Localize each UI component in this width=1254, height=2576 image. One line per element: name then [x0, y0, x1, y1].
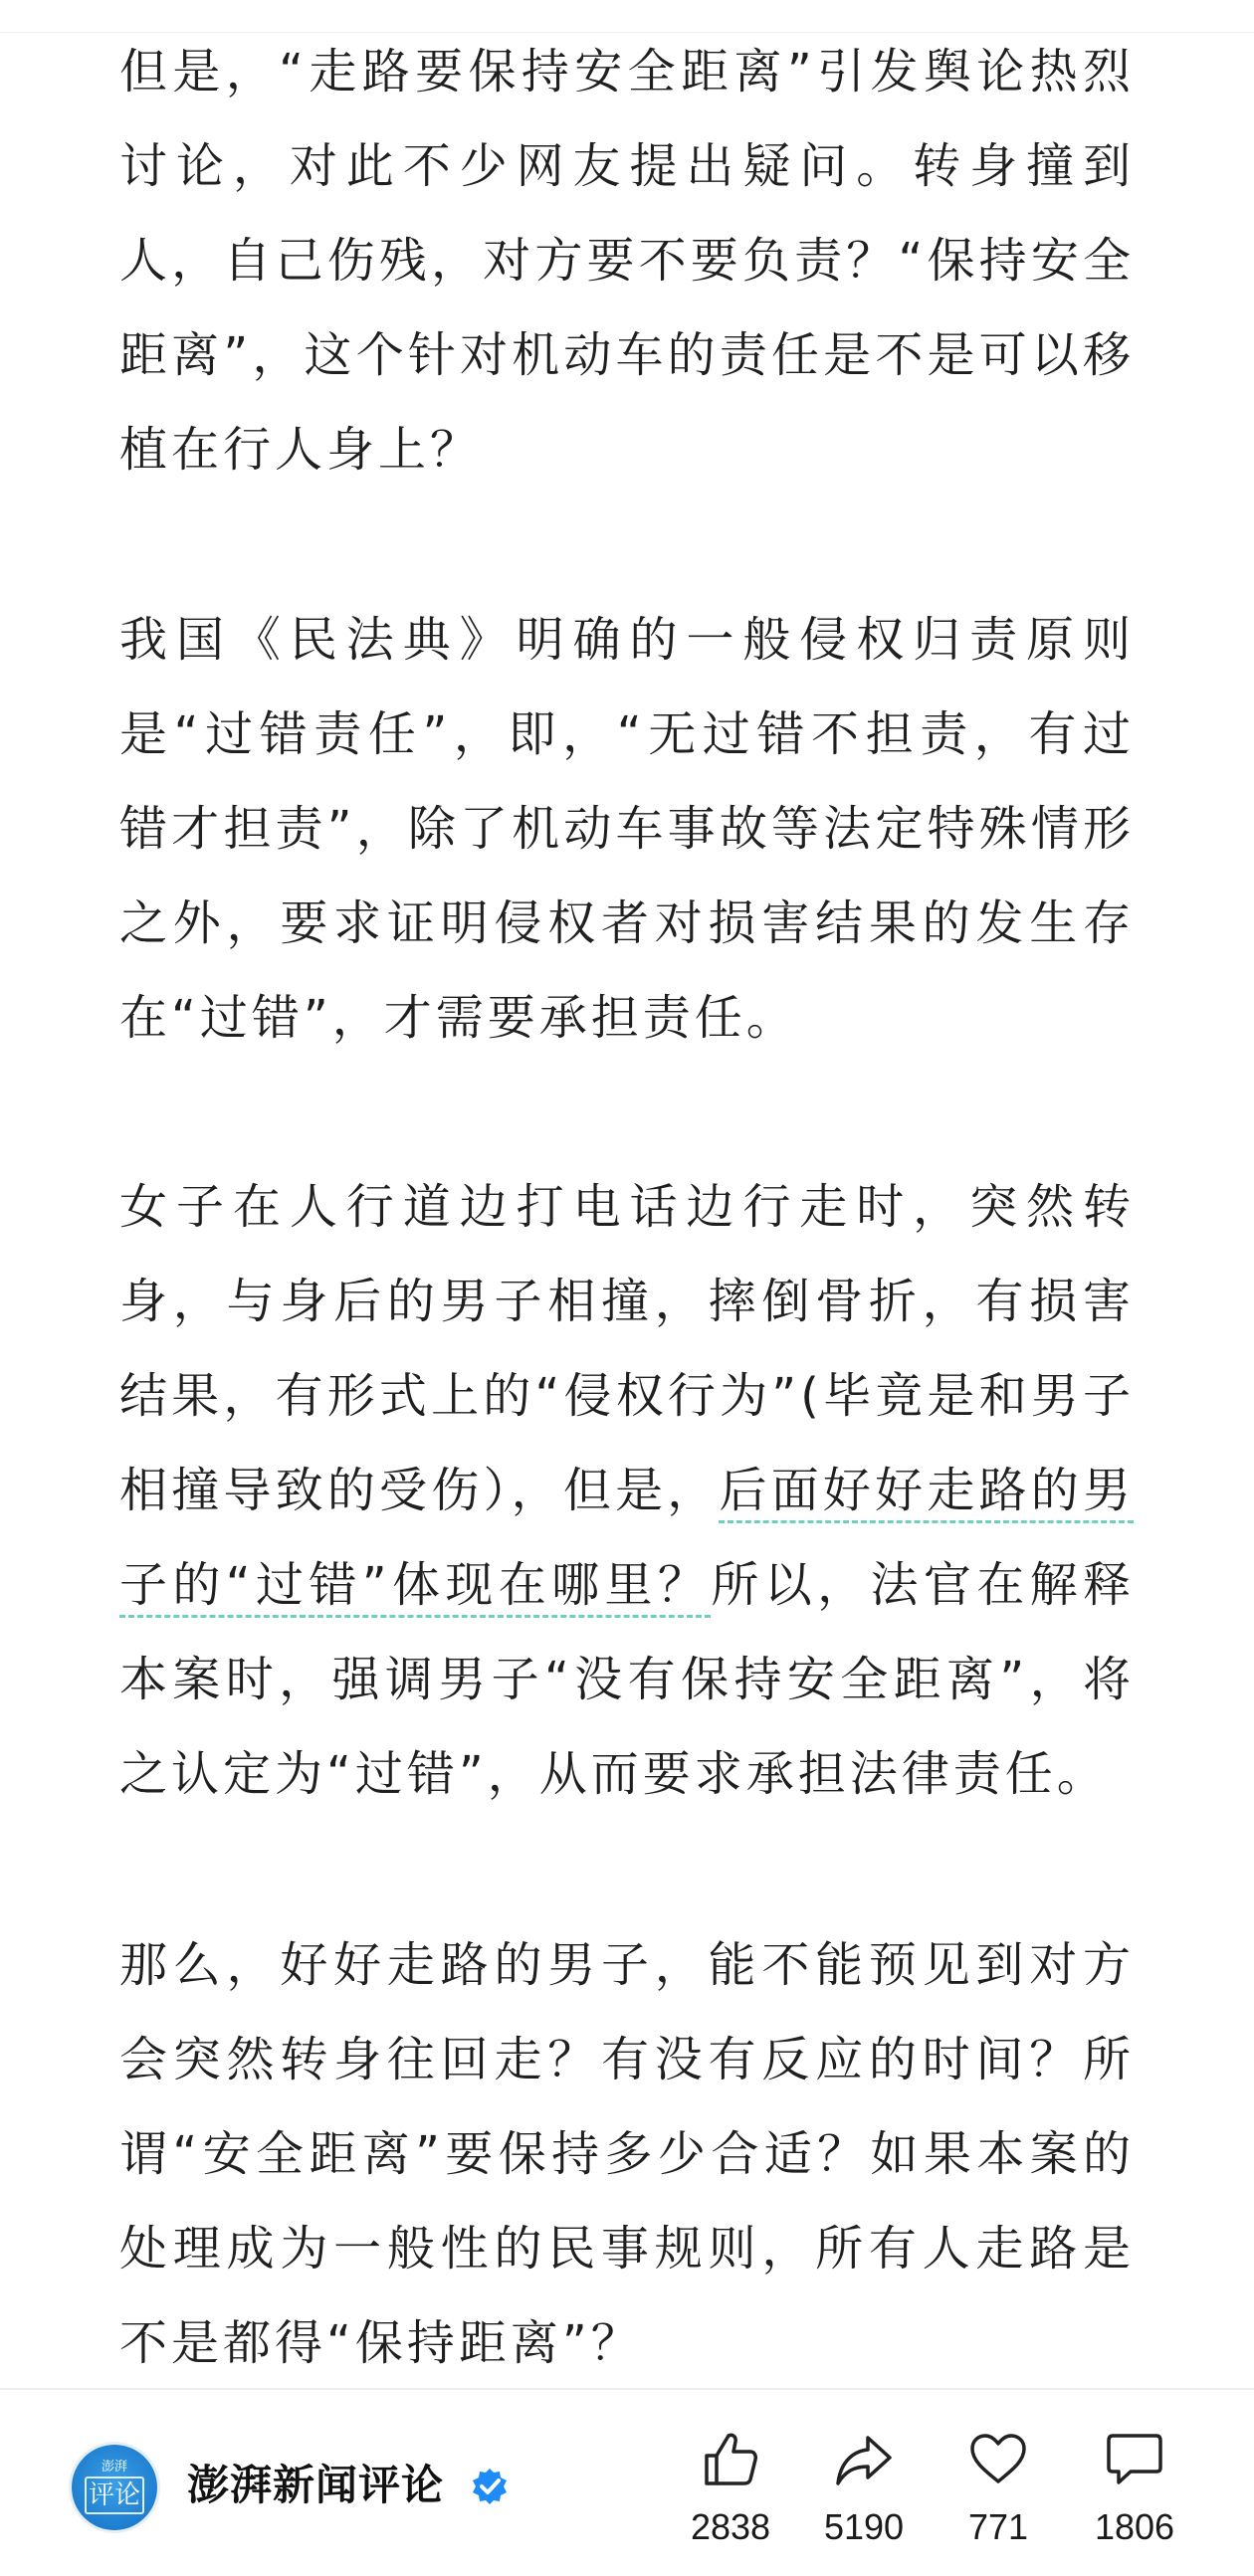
like-button[interactable]: [671, 2428, 790, 2567]
author-avatar[interactable]: [72, 2445, 157, 2530]
comment-count: 1806: [1094, 2506, 1175, 2547]
verified-badge-icon: [470, 2467, 510, 2506]
comment-button[interactable]: [1075, 2428, 1194, 2567]
paragraph-text: 所以，法官在解释本案时，强调男子“没有保持安全距离”，将之认定为“过错”，从而要求承担法律责任。: [119, 1557, 1135, 1802]
article-paragraph-1: [119, 25, 1135, 497]
comment-bubble-icon: [1103, 2428, 1166, 2491]
paragraph-text: 我国《民法典》明确的一般侵权归责原则是“过错责任”，即，“无过错不担责，有过错才担责”，除了机动车事故等法定特殊情形之外，要求证明侵权者对损害结果的发生存在“过错”，才需要承担责任。: [119, 612, 1135, 1046]
article-paragraph-4: [119, 1918, 1135, 2391]
article-paragraph-3: [119, 1160, 1135, 1822]
paragraph-text: 女子在人行道边打电话边行走时，突然转身，与身后的男子相撞，摔倒骨折，有损害结果，有形式上的“侵权行为”(毕竟是和男子相撞导致的受伤），但是，: [119, 1179, 1135, 1518]
favorite-button[interactable]: [939, 2428, 1058, 2567]
favorite-count: 771: [967, 2506, 1029, 2547]
share-count: 5190: [823, 2506, 905, 2547]
like-count: 2838: [690, 2506, 771, 2547]
bottom-action-bar: [0, 2388, 1254, 2576]
article-paragraph-2: [119, 593, 1135, 1066]
highlighted-annotation-text[interactable]: 后面好好走路的男子的“过错”体现在哪里？: [119, 1463, 1135, 1613]
share-button[interactable]: [804, 2428, 924, 2567]
avatar-small-text: 澎湃: [101, 2460, 127, 2475]
paragraph-text: 那么，好好走路的男子，能不能预见到对方会突然转身往回走？有没有反应的时间？所谓“安全距离”要保持多少合适？如果本案的处理成为一般性的民事规则，所有人走路是不是都得“保持距离”？: [119, 1937, 1135, 2371]
heart-icon: [966, 2428, 1030, 2491]
author-name[interactable]: 澎湃新闻评论: [187, 2461, 445, 2509]
paragraph-text: 但是，“走路要保持安全距离”引发舆论热烈讨论，对此不少网友提出疑问。转身撞到人，自己伤残，对方要不要负责？“保持安全距离”，这个针对机动车的责任是不是可以移植在行人身上？: [119, 44, 1135, 478]
share-arrow-icon: [832, 2428, 896, 2491]
avatar-big-text: 评论: [85, 2477, 144, 2514]
thumbs-up-icon: [699, 2428, 762, 2491]
